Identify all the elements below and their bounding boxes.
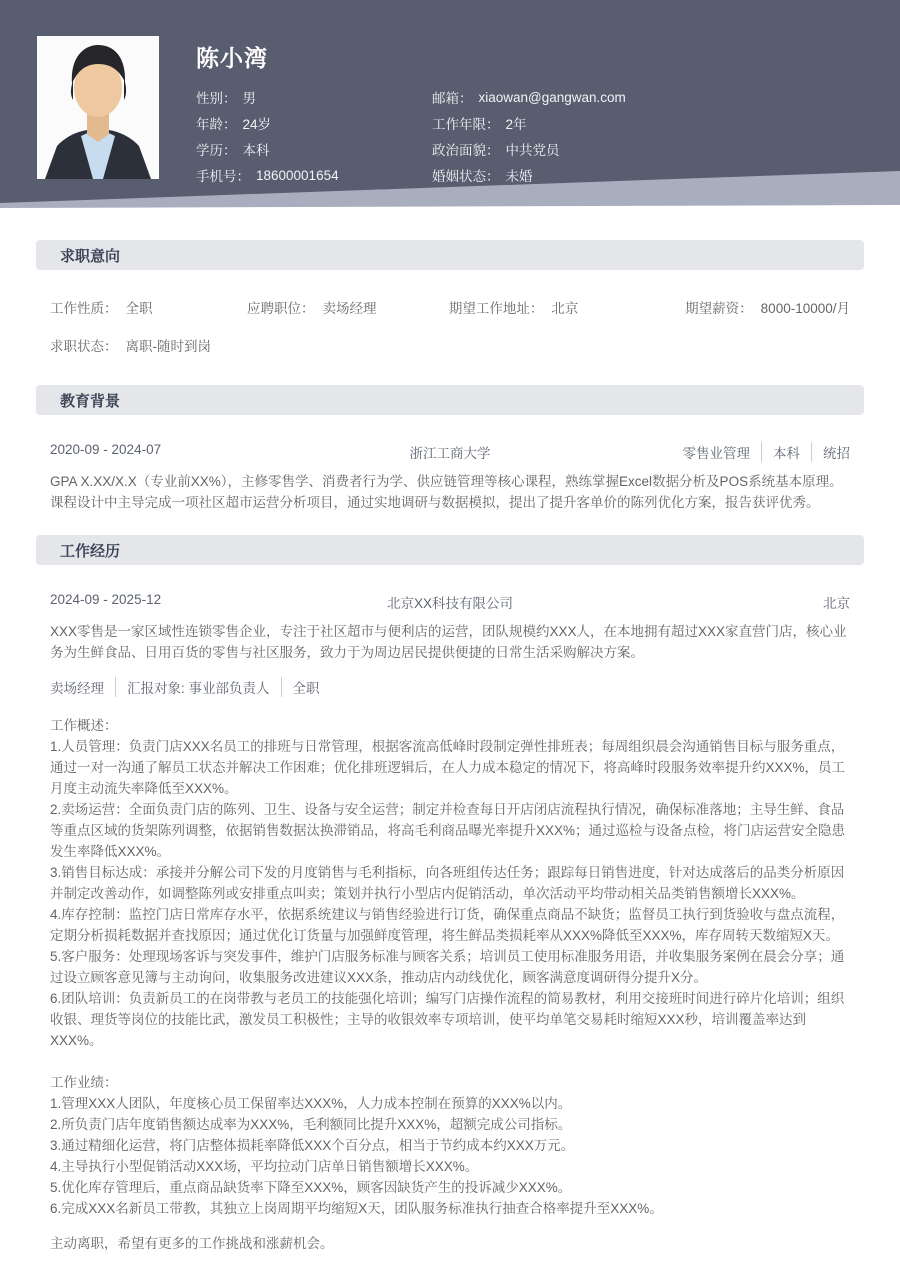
- section-job-intention-header: [36, 240, 864, 270]
- portrait-illustration: [37, 36, 159, 179]
- education-degree: 本科: [761, 442, 800, 462]
- work-company: 北京XX科技有限公司: [386, 596, 514, 611]
- candidate-name: 陈小湾: [196, 45, 268, 71]
- info-email: [432, 84, 626, 110]
- field-status: [50, 335, 211, 355]
- info-political-status: [432, 136, 626, 162]
- work-achievement-item: 2.所负责门店年度销售额达成率为XXX%，毛利额同比提升XXX%，超额完成公司指标。: [50, 1117, 572, 1132]
- info-value: 男: [242, 91, 256, 106]
- work-overview-title: 工作概述：: [50, 718, 118, 733]
- field-value: 离职-随时到岗: [125, 339, 211, 354]
- role-employment-type: 全职: [281, 677, 320, 697]
- leave-reason: 主动离职，希望有更多的工作挑战和涨薪机会。: [50, 1236, 334, 1251]
- field-value: 卖场经理: [322, 301, 377, 316]
- info-label: 手机号：: [196, 169, 250, 184]
- work-achievement-item: 6.完成XXX名新员工带教，其独立上岗周期平均缩短X天，团队服务标准执行抽查合格率提升至XXX%。: [50, 1201, 663, 1216]
- contact-info: [196, 84, 626, 188]
- role-tags: [50, 677, 850, 697]
- info-label: 性别：: [196, 91, 237, 106]
- profile-photo: [37, 36, 159, 179]
- work-overview-item: 2.卖场运营：全面负责门店的陈列、卫生、设备与安全运营；制定并检查每日开店闭店流程执行情况，确保标准落地；主导生鲜、食品等重点区域的货架陈列调整，依据销售数据汰换滞销品，将高毛利商品曝光率提升XXX%；通过巡检与设备点检，将门店运营安全隐患发生率降低XXX%。: [50, 802, 846, 859]
- info-value: 2年: [505, 117, 527, 132]
- work-overview-item: 4.库存控制：监控门店日常库存水平，依据系统建议与销售经验进行订货，确保重点商品不缺货；监督员工执行到货验收与盘点流程，定期分析损耗数据并查找原因；通过优化订货量与加强鲜度管理，将生鲜品类损耗率从XXX%降低至XXX%，库存周转天数缩短X天。: [50, 907, 845, 943]
- field-label: 求职状态：: [50, 339, 118, 354]
- section-title: 教育背景: [60, 392, 121, 410]
- job-intention-row-1: [50, 297, 850, 317]
- info-value: 未婚: [505, 169, 533, 184]
- field-value: 全职: [125, 301, 153, 316]
- info-value: 18600001654: [256, 167, 339, 183]
- company-summary: XXX零售是一家区域性连锁零售企业，专注于社区超市与便利店的运营，团队规模约XXX人，在本地拥有超过XXX家直营门店，核心业务为生鲜食品、日用百货的零售与社区服务，致力于为周边居民提供便捷的日常生活采购解决方案。: [50, 624, 847, 660]
- info-value: 中共党员: [505, 143, 560, 158]
- info-marital-status: [432, 162, 626, 188]
- job-intention-content: [50, 297, 850, 355]
- info-value: xiaowan@gangwan.com: [478, 89, 626, 105]
- work-achievement-item: 1.管理XXX人团队，年度核心员工保留率达XXX%，人力成本控制在预算的XXX%以内。: [50, 1096, 572, 1111]
- info-label: 邮箱：: [432, 91, 473, 106]
- work-achievements-block: [50, 1072, 850, 1219]
- info-degree: [196, 136, 432, 162]
- work-overview-block: [50, 715, 850, 1051]
- section-education-header: [36, 385, 864, 415]
- work-period: 2024-09 - 2025-12: [50, 592, 162, 607]
- info-gender: [196, 84, 432, 110]
- field-label: 期望薪资：: [685, 301, 753, 316]
- work-achievement-item: 5.优化库存管理后，重点商品缺货率下降至XXX%，顾客因缺货产生的投诉减少XXX%。: [50, 1180, 572, 1195]
- work-achievements-title: 工作业绩：: [50, 1075, 118, 1090]
- info-value: 本科: [242, 143, 270, 158]
- education-enrollment-type: 统招: [811, 442, 850, 462]
- work-overview-item: 3.销售目标达成：承接并分解公司下发的月度销售与毛利指标，向各班组传达任务；跟踪每日销售进度，针对达成落后的品类分析原因并制定改善动作，如调整陈列或安排重点叫卖；策划并执行小型店内促销活动，单次活动平均带动相关品类销售额增长XXX%。: [50, 865, 845, 901]
- section-title: 求职意向: [60, 247, 121, 265]
- field-label: 期望工作地址：: [448, 301, 544, 316]
- work-achievement-item: 3.通过精细化运营，将门店整体损耗率降低XXX个百分点，相当于节约成本约XXX万元。: [50, 1138, 575, 1153]
- work-overview-item: 6.团队培训：负责新员工的在岗带教与老员工的技能强化培训；编写门店操作流程的简易教材，利用交接班时间进行碎片化培训；组织收银、理货等岗位的技能比武，激发员工积极性；主导的收银效率专项培训，使平均单笔交易耗时缩短XXX秒，培训覆盖率达到XXX%。: [50, 991, 845, 1048]
- field-job-type: [50, 297, 247, 317]
- education-school: 浙江工商大学: [409, 446, 491, 461]
- education-content: [50, 442, 850, 513]
- field-salary: [685, 297, 850, 317]
- info-age: [196, 110, 432, 136]
- work-content: [50, 592, 850, 1254]
- field-position: [247, 297, 449, 317]
- field-value: 8000-10000/月: [760, 301, 850, 316]
- info-experience-years: [432, 110, 626, 136]
- info-label: 学历：: [196, 143, 237, 158]
- education-tags: [683, 442, 851, 462]
- section-title: 工作经历: [60, 542, 121, 560]
- resume-header: [0, 0, 900, 208]
- work-achievement-item: 4.主导执行小型促销活动XXX场，平均拉动门店单日销售额增长XXX%。: [50, 1159, 479, 1174]
- job-intention-row-2: [50, 335, 850, 355]
- work-city: 北京: [823, 596, 850, 611]
- info-phone: [196, 162, 432, 188]
- role-report-to: 汇报对象: 事业部负责人: [115, 677, 270, 697]
- education-major: 零售业管理: [682, 446, 750, 461]
- info-label: 工作年限：: [432, 117, 500, 132]
- role-title: 卖场经理: [50, 681, 104, 696]
- field-label: 工作性质：: [50, 301, 118, 316]
- field-location: [449, 297, 685, 317]
- work-overview-item: 5.客户服务：处理现场客诉与突发事件，维护门店服务标准与顾客关系；培训员工使用标准服务用语，并收集服务案例在晨会分享；通过设立顾客意见簿与主动询问，收集服务改进建议XXX条，推动店内动线优化，顾客满意度调研得分提升X分。: [50, 949, 845, 985]
- info-label: 婚姻状态：: [432, 169, 500, 184]
- education-period: 2020-09 - 2024-07: [50, 442, 162, 457]
- info-label: 政治面貌：: [432, 143, 500, 158]
- field-value: 北京: [551, 301, 579, 316]
- education-meta-row: [50, 442, 850, 460]
- section-work-header: [36, 535, 864, 565]
- work-meta-row: [50, 592, 850, 610]
- field-label: 应聘职位：: [246, 301, 315, 316]
- info-value: 24岁: [242, 117, 272, 132]
- education-description: GPA X.XX/X.X（专业前XX%），主修零售学、消费者行为学、供应链管理等核心课程，熟练掌握Excel数据分析及POS系统基本原理。课程设计中主导完成一项社区超市运营分析项目，通过实地调研与数据模拟，提出了提升客单价的陈列优化方案，报告获评优秀。: [50, 474, 843, 510]
- work-overview-item: 1.人员管理：负责门店XXX名员工的排班与日常管理，根据客流高低峰时段制定弹性排班表；每周组织晨会沟通销售目标与服务重点，通过一对一沟通了解员工状态并解决工作困难；优化排班逻辑后，在人力成本稳定的情况下，将高峰时段服务效率提升约XXX%，员工月度主动流失率降低至XXX%。: [50, 739, 846, 796]
- info-label: 年龄：: [196, 117, 237, 132]
